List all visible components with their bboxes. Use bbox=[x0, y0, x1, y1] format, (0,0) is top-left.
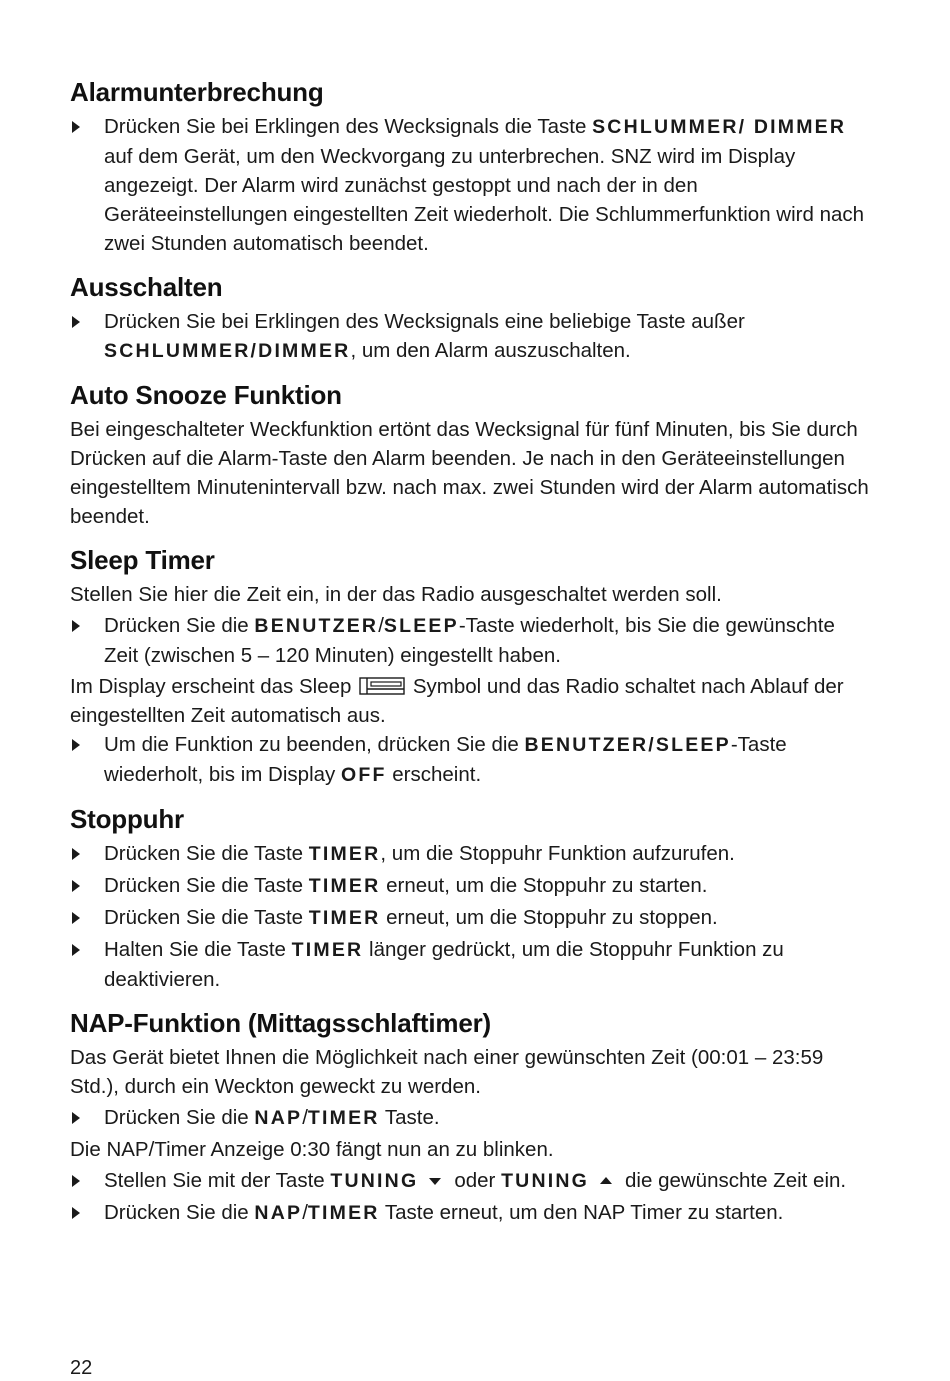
key-label: TIMER bbox=[307, 1202, 380, 1224]
triangle-down-icon bbox=[428, 1176, 442, 1186]
paragraph: Bei eingeschalteter Weckfunktion ertönt das Wecksignal für fünf Minuten, bis Sie durch Drücken auf die Alarm-Taste den Alarm beenden. Je nach in den Geräteeinstellungen eingestelltem Minutenintervall bzw. nach max. zwei Stunden wird der Alarm automatisch beendet. bbox=[70, 418, 869, 528]
bullet-item: Stellen Sie mit der Taste TUNING oder TUNING die gewünschte Zeit ein. bbox=[70, 1166, 870, 1196]
bullet-item: Drücken Sie bei Erklingen des Wecksignals eine beliebige Taste außer SCHLUMMER/DIMMER, um den Alarm auszuschalten. bbox=[70, 307, 870, 366]
triangle-right-icon bbox=[72, 912, 80, 924]
key-label: NAP bbox=[254, 1107, 303, 1129]
bullet-item: Drücken Sie die Taste TIMER, um die Stoppuhr Funktion aufzurufen. bbox=[70, 839, 870, 869]
triangle-up-icon bbox=[599, 1176, 613, 1186]
bullet-item: Drücken Sie die NAP/TIMER Taste. bbox=[70, 1103, 870, 1133]
bullet-item: Drücken Sie die Taste TIMER erneut, um die Stoppuhr zu stoppen. bbox=[70, 903, 870, 933]
triangle-right-icon bbox=[72, 1207, 80, 1219]
bullet-item: Drücken Sie die NAP/TIMER Taste erneut, um den NAP Timer zu starten. bbox=[70, 1198, 870, 1228]
key-label: BENUTZER/SLEEP bbox=[524, 734, 731, 756]
key-label: NAP bbox=[254, 1202, 303, 1224]
section-auto-snooze bbox=[70, 375, 870, 531]
key-label: SLEEP bbox=[383, 615, 459, 637]
triangle-right-icon bbox=[72, 848, 80, 860]
section-alarm-interrupt bbox=[70, 72, 870, 258]
page-number: 22 bbox=[70, 1357, 93, 1379]
heading-auto-snooze: Auto Snooze Funktion bbox=[70, 380, 342, 410]
triangle-right-icon bbox=[72, 880, 80, 892]
page-content bbox=[70, 72, 870, 1228]
bullet-item: Drücken Sie die Taste TIMER erneut, um die Stoppuhr zu starten. bbox=[70, 871, 870, 901]
key-label: OFF bbox=[340, 764, 387, 786]
key-label: SCHLUMMER/ DIMMER bbox=[592, 116, 847, 138]
key-label: TIMER bbox=[308, 843, 381, 865]
bullet-item: Drücken Sie die BENUTZER/SLEEP-Taste wiederholt, bis Sie die gewünschte Zeit (zwischen 5 – 120 Minuten) eingestellt haben. bbox=[70, 611, 870, 670]
key-label: TIMER bbox=[308, 875, 381, 897]
triangle-right-icon bbox=[72, 620, 80, 632]
bullet-item: Um die Funktion zu beenden, drücken Sie die BENUTZER/SLEEP-Taste wiederholt, bis im Display OFF erscheint. bbox=[70, 730, 870, 790]
section-switch-off bbox=[70, 267, 870, 366]
heading-switch-off: Ausschalten bbox=[70, 272, 223, 302]
triangle-right-icon bbox=[72, 739, 80, 751]
triangle-right-icon bbox=[72, 944, 80, 956]
heading-sleep-timer: Sleep Timer bbox=[70, 545, 215, 575]
key-label: TIMER bbox=[291, 939, 364, 961]
key-label: TUNING bbox=[330, 1170, 419, 1192]
triangle-right-icon bbox=[72, 316, 80, 328]
key-label: TIMER bbox=[307, 1107, 380, 1129]
key-label: TUNING bbox=[501, 1170, 590, 1192]
heading-stopwatch: Stoppuhr bbox=[70, 804, 184, 834]
bullet-item: Drücken Sie bei Erklingen des Wecksignals die Taste SCHLUMMER/ DIMMER auf dem Gerät, um den Weckvorgang zu unterbrechen. SNZ wird im Display angezeigt. Der Alarm wird zunächst gestoppt und nach der in den Geräteeinstellungen eingestellten Zeit wiederholt. Die Schlummerfunktion wird nach zwei Stunden automatisch beendet. bbox=[70, 112, 870, 258]
triangle-right-icon bbox=[72, 1175, 80, 1187]
heading-nap: NAP-Funktion (Mittagsschlaftimer) bbox=[70, 1008, 491, 1038]
heading-alarm-interrupt: Alarmunterbrechung bbox=[70, 77, 324, 107]
triangle-right-icon bbox=[72, 121, 80, 133]
section-nap bbox=[70, 1003, 870, 1228]
paragraph: Im Display erscheint das Sleep Symbol und das Radio schaltet nach Ablauf der eingestellten Zeit automatisch aus. bbox=[70, 675, 844, 727]
triangle-right-icon bbox=[72, 1112, 80, 1124]
bullet-item: Halten Sie die Taste TIMER länger gedrückt, um die Stoppuhr Funktion zu deaktivieren. bbox=[70, 935, 870, 994]
paragraph: Stellen Sie hier die Zeit ein, in der das Radio ausgeschaltet werden soll. bbox=[70, 583, 722, 606]
paragraph: Die NAP/Timer Anzeige 0:30 fängt nun an zu blinken. bbox=[70, 1138, 554, 1161]
section-sleep-timer bbox=[70, 540, 870, 790]
section-stopwatch bbox=[70, 799, 870, 994]
sleep-bed-icon bbox=[359, 677, 405, 695]
key-label: TIMER bbox=[308, 907, 381, 929]
key-label: SCHLUMMER/DIMMER bbox=[104, 340, 351, 362]
paragraph: Das Gerät bietet Ihnen die Möglichkeit nach einer gewünschten Zeit (00:01 – 23:59 Std.), durch ein Weckton geweckt zu werden. bbox=[70, 1046, 824, 1098]
key-label: BENUTZER bbox=[254, 615, 379, 637]
